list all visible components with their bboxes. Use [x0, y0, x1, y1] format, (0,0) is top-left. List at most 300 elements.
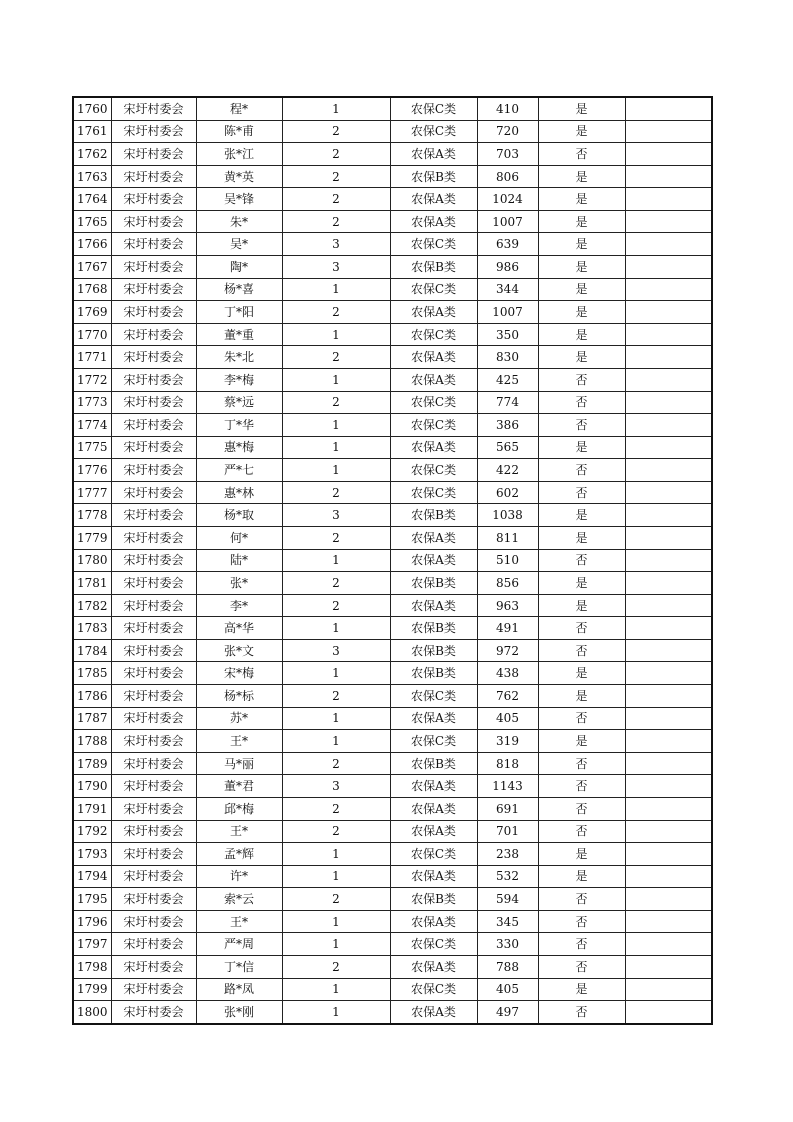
amount-cell: 1007	[477, 301, 538, 324]
status-cell: 否	[538, 775, 625, 798]
amount-cell: 350	[477, 323, 538, 346]
status-cell: 是	[538, 120, 625, 143]
row-number-cell: 1794	[73, 865, 111, 888]
name-cell: 路*凤	[196, 978, 282, 1001]
amount-cell: 774	[477, 391, 538, 414]
household-size-cell: 2	[282, 572, 390, 595]
insurance-type-cell: 农保C类	[390, 233, 477, 256]
amount-cell: 818	[477, 752, 538, 775]
amount-cell: 438	[477, 662, 538, 685]
status-cell: 是	[538, 323, 625, 346]
amount-cell: 594	[477, 888, 538, 911]
table-row	[73, 233, 712, 256]
remark-cell	[625, 707, 712, 730]
table-row	[73, 549, 712, 572]
insurance-type-cell: 农保A类	[390, 346, 477, 369]
insurance-type-cell: 农保C类	[390, 459, 477, 482]
status-cell: 是	[538, 662, 625, 685]
insurance-type-cell: 农保A类	[390, 775, 477, 798]
insurance-type-cell: 农保C类	[390, 933, 477, 956]
name-cell: 李*	[196, 594, 282, 617]
insurance-type-cell: 农保B类	[390, 662, 477, 685]
status-cell: 是	[538, 843, 625, 866]
status-cell: 是	[538, 685, 625, 708]
row-number-cell: 1790	[73, 775, 111, 798]
table-row	[73, 933, 712, 956]
household-size-cell: 2	[282, 391, 390, 414]
name-cell: 宋*梅	[196, 662, 282, 685]
village-cell: 宋圩村委会	[111, 459, 196, 482]
row-number-cell: 1767	[73, 256, 111, 279]
row-number-cell: 1787	[73, 707, 111, 730]
status-cell: 是	[538, 233, 625, 256]
row-number-cell: 1760	[73, 97, 111, 120]
household-size-cell: 1	[282, 707, 390, 730]
status-cell: 是	[538, 572, 625, 595]
remark-cell	[625, 572, 712, 595]
table-row	[73, 188, 712, 211]
status-cell: 否	[538, 707, 625, 730]
row-number-cell: 1768	[73, 278, 111, 301]
remark-cell	[625, 978, 712, 1001]
household-size-cell: 1	[282, 662, 390, 685]
status-cell: 是	[538, 188, 625, 211]
insurance-type-cell: 农保A类	[390, 188, 477, 211]
name-cell: 许*	[196, 865, 282, 888]
table-row	[73, 775, 712, 798]
name-cell: 丁*华	[196, 414, 282, 437]
table-row	[73, 865, 712, 888]
village-cell: 宋圩村委会	[111, 165, 196, 188]
household-size-cell: 1	[282, 933, 390, 956]
household-size-cell: 1	[282, 414, 390, 437]
household-size-cell: 2	[282, 752, 390, 775]
status-cell: 否	[538, 1001, 625, 1024]
table-row	[73, 662, 712, 685]
amount-cell: 806	[477, 165, 538, 188]
name-cell: 严*七	[196, 459, 282, 482]
row-number-cell: 1771	[73, 346, 111, 369]
name-cell: 丁*信	[196, 955, 282, 978]
household-size-cell: 2	[282, 820, 390, 843]
household-size-cell: 2	[282, 143, 390, 166]
amount-cell: 238	[477, 843, 538, 866]
table-row	[73, 685, 712, 708]
row-number-cell: 1777	[73, 481, 111, 504]
household-size-cell: 3	[282, 504, 390, 527]
status-cell: 否	[538, 955, 625, 978]
remark-cell	[625, 414, 712, 437]
remark-cell	[625, 233, 712, 256]
village-cell: 宋圩村委会	[111, 323, 196, 346]
insurance-type-cell: 农保A类	[390, 368, 477, 391]
insurance-type-cell: 农保C类	[390, 278, 477, 301]
table-row	[73, 639, 712, 662]
household-size-cell: 2	[282, 685, 390, 708]
village-cell: 宋圩村委会	[111, 594, 196, 617]
table-row	[73, 278, 712, 301]
status-cell: 是	[538, 504, 625, 527]
status-cell: 否	[538, 391, 625, 414]
status-cell: 否	[538, 639, 625, 662]
remark-cell	[625, 278, 712, 301]
household-size-cell: 2	[282, 481, 390, 504]
name-cell: 王*	[196, 910, 282, 933]
status-cell: 否	[538, 752, 625, 775]
remark-cell	[625, 730, 712, 753]
name-cell: 王*	[196, 820, 282, 843]
remark-cell	[625, 481, 712, 504]
remark-cell	[625, 843, 712, 866]
village-cell: 宋圩村委会	[111, 256, 196, 279]
village-cell: 宋圩村委会	[111, 865, 196, 888]
status-cell: 是	[538, 436, 625, 459]
table-row	[73, 843, 712, 866]
row-number-cell: 1789	[73, 752, 111, 775]
insurance-type-cell: 农保C类	[390, 391, 477, 414]
amount-cell: 405	[477, 978, 538, 1001]
remark-cell	[625, 165, 712, 188]
row-number-cell: 1765	[73, 210, 111, 233]
row-number-cell: 1764	[73, 188, 111, 211]
remark-cell	[625, 933, 712, 956]
insurance-type-cell: 农保A类	[390, 301, 477, 324]
table-row	[73, 572, 712, 595]
village-cell: 宋圩村委会	[111, 368, 196, 391]
remark-cell	[625, 504, 712, 527]
status-cell: 是	[538, 210, 625, 233]
insurance-type-cell: 农保C类	[390, 481, 477, 504]
table-row	[73, 97, 712, 120]
village-cell: 宋圩村委会	[111, 481, 196, 504]
village-cell: 宋圩村委会	[111, 278, 196, 301]
status-cell: 否	[538, 481, 625, 504]
table-row	[73, 391, 712, 414]
village-cell: 宋圩村委会	[111, 549, 196, 572]
amount-cell: 497	[477, 1001, 538, 1024]
name-cell: 吴*锋	[196, 188, 282, 211]
amount-cell: 1038	[477, 504, 538, 527]
table-row	[73, 165, 712, 188]
village-cell: 宋圩村委会	[111, 685, 196, 708]
village-cell: 宋圩村委会	[111, 978, 196, 1001]
village-cell: 宋圩村委会	[111, 391, 196, 414]
remark-cell	[625, 662, 712, 685]
row-number-cell: 1776	[73, 459, 111, 482]
village-cell: 宋圩村委会	[111, 639, 196, 662]
amount-cell: 532	[477, 865, 538, 888]
amount-cell: 856	[477, 572, 538, 595]
remark-cell	[625, 188, 712, 211]
status-cell: 是	[538, 301, 625, 324]
row-number-cell: 1798	[73, 955, 111, 978]
row-number-cell: 1800	[73, 1001, 111, 1024]
household-size-cell: 1	[282, 323, 390, 346]
household-size-cell: 1	[282, 843, 390, 866]
table-row	[73, 210, 712, 233]
name-cell: 惠*林	[196, 481, 282, 504]
table-row	[73, 256, 712, 279]
household-size-cell: 1	[282, 910, 390, 933]
insurance-type-cell: 农保A类	[390, 820, 477, 843]
table-row	[73, 459, 712, 482]
remark-cell	[625, 775, 712, 798]
name-cell: 张*江	[196, 143, 282, 166]
village-cell: 宋圩村委会	[111, 752, 196, 775]
insurance-type-cell: 农保B类	[390, 752, 477, 775]
remark-cell	[625, 955, 712, 978]
row-number-cell: 1785	[73, 662, 111, 685]
amount-cell: 972	[477, 639, 538, 662]
amount-cell: 720	[477, 120, 538, 143]
village-cell: 宋圩村委会	[111, 526, 196, 549]
household-size-cell: 2	[282, 301, 390, 324]
name-cell: 陆*	[196, 549, 282, 572]
remark-cell	[625, 594, 712, 617]
name-cell: 张*文	[196, 639, 282, 662]
insurance-type-cell: 农保C类	[390, 685, 477, 708]
remark-cell	[625, 888, 712, 911]
name-cell: 陈*甫	[196, 120, 282, 143]
table-row	[73, 594, 712, 617]
insurance-type-cell: 农保B类	[390, 165, 477, 188]
village-cell: 宋圩村委会	[111, 707, 196, 730]
village-cell: 宋圩村委会	[111, 888, 196, 911]
insurance-type-cell: 农保A类	[390, 436, 477, 459]
status-cell: 否	[538, 910, 625, 933]
village-cell: 宋圩村委会	[111, 97, 196, 120]
name-cell: 索*云	[196, 888, 282, 911]
household-size-cell: 1	[282, 865, 390, 888]
household-size-cell: 3	[282, 233, 390, 256]
insurance-type-cell: 农保B类	[390, 504, 477, 527]
status-cell: 是	[538, 346, 625, 369]
table-row	[73, 526, 712, 549]
amount-cell: 1007	[477, 210, 538, 233]
row-number-cell: 1780	[73, 549, 111, 572]
remark-cell	[625, 526, 712, 549]
insurance-type-cell: 农保C类	[390, 978, 477, 1001]
amount-cell: 410	[477, 97, 538, 120]
name-cell: 杨*标	[196, 685, 282, 708]
row-number-cell: 1774	[73, 414, 111, 437]
row-number-cell: 1799	[73, 978, 111, 1001]
name-cell: 严*周	[196, 933, 282, 956]
village-cell: 宋圩村委会	[111, 797, 196, 820]
row-number-cell: 1793	[73, 843, 111, 866]
name-cell: 吴*	[196, 233, 282, 256]
amount-cell: 345	[477, 910, 538, 933]
row-number-cell: 1766	[73, 233, 111, 256]
insurance-type-cell: 农保A类	[390, 549, 477, 572]
insurance-type-cell: 农保A类	[390, 797, 477, 820]
village-cell: 宋圩村委会	[111, 730, 196, 753]
remark-cell	[625, 323, 712, 346]
amount-cell: 1143	[477, 775, 538, 798]
village-cell: 宋圩村委会	[111, 301, 196, 324]
amount-cell: 602	[477, 481, 538, 504]
status-cell: 否	[538, 368, 625, 391]
status-cell: 否	[538, 549, 625, 572]
amount-cell: 405	[477, 707, 538, 730]
remark-cell	[625, 210, 712, 233]
insurance-type-cell: 农保C类	[390, 730, 477, 753]
insurance-type-cell: 农保C类	[390, 120, 477, 143]
insurance-type-cell: 农保C类	[390, 414, 477, 437]
insurance-type-cell: 农保B类	[390, 572, 477, 595]
insurance-type-cell: 农保C类	[390, 97, 477, 120]
table-row	[73, 301, 712, 324]
status-cell: 是	[538, 278, 625, 301]
name-cell: 程*	[196, 97, 282, 120]
amount-cell: 830	[477, 346, 538, 369]
household-size-cell: 1	[282, 278, 390, 301]
name-cell: 杨*取	[196, 504, 282, 527]
name-cell: 蔡*远	[196, 391, 282, 414]
table-row	[73, 481, 712, 504]
amount-cell: 425	[477, 368, 538, 391]
insurance-type-cell: 农保A类	[390, 955, 477, 978]
amount-cell: 510	[477, 549, 538, 572]
row-number-cell: 1763	[73, 165, 111, 188]
status-cell: 是	[538, 526, 625, 549]
row-number-cell: 1770	[73, 323, 111, 346]
household-size-cell: 2	[282, 188, 390, 211]
village-cell: 宋圩村委会	[111, 572, 196, 595]
village-cell: 宋圩村委会	[111, 775, 196, 798]
insurance-type-cell: 农保A类	[390, 707, 477, 730]
insurance-type-cell: 农保B类	[390, 256, 477, 279]
insurance-type-cell: 农保A类	[390, 865, 477, 888]
remark-cell	[625, 910, 712, 933]
table-row	[73, 820, 712, 843]
amount-cell: 963	[477, 594, 538, 617]
village-cell: 宋圩村委会	[111, 1001, 196, 1024]
row-number-cell: 1773	[73, 391, 111, 414]
name-cell: 朱*北	[196, 346, 282, 369]
remark-cell	[625, 685, 712, 708]
name-cell: 张*	[196, 572, 282, 595]
household-size-cell: 3	[282, 639, 390, 662]
amount-cell: 811	[477, 526, 538, 549]
remark-cell	[625, 459, 712, 482]
status-cell: 是	[538, 165, 625, 188]
household-size-cell: 1	[282, 730, 390, 753]
row-number-cell: 1772	[73, 368, 111, 391]
row-number-cell: 1761	[73, 120, 111, 143]
insurance-type-cell: 农保A类	[390, 526, 477, 549]
remark-cell	[625, 436, 712, 459]
status-cell: 是	[538, 256, 625, 279]
remark-cell	[625, 368, 712, 391]
name-cell: 董*重	[196, 323, 282, 346]
table-row	[73, 978, 712, 1001]
remark-cell	[625, 617, 712, 640]
household-size-cell: 1	[282, 978, 390, 1001]
household-size-cell: 2	[282, 888, 390, 911]
remark-cell	[625, 639, 712, 662]
insurance-type-cell: 农保A类	[390, 1001, 477, 1024]
status-cell: 否	[538, 143, 625, 166]
insurance-type-cell: 农保A类	[390, 210, 477, 233]
row-number-cell: 1784	[73, 639, 111, 662]
amount-cell: 701	[477, 820, 538, 843]
village-cell: 宋圩村委会	[111, 617, 196, 640]
row-number-cell: 1795	[73, 888, 111, 911]
name-cell: 马*丽	[196, 752, 282, 775]
table-row	[73, 414, 712, 437]
amount-cell: 691	[477, 797, 538, 820]
village-cell: 宋圩村委会	[111, 820, 196, 843]
table-row	[73, 120, 712, 143]
row-number-cell: 1797	[73, 933, 111, 956]
insurance-type-cell: 农保A类	[390, 143, 477, 166]
status-cell: 否	[538, 933, 625, 956]
table-row	[73, 707, 712, 730]
row-number-cell: 1778	[73, 504, 111, 527]
village-cell: 宋圩村委会	[111, 933, 196, 956]
amount-cell: 386	[477, 414, 538, 437]
table-row	[73, 617, 712, 640]
remark-cell	[625, 143, 712, 166]
name-cell: 高*华	[196, 617, 282, 640]
status-cell: 是	[538, 97, 625, 120]
name-cell: 董*君	[196, 775, 282, 798]
row-number-cell: 1762	[73, 143, 111, 166]
table-row	[73, 368, 712, 391]
name-cell: 邱*梅	[196, 797, 282, 820]
household-size-cell: 2	[282, 594, 390, 617]
status-cell: 否	[538, 617, 625, 640]
name-cell: 何*	[196, 526, 282, 549]
village-cell: 宋圩村委会	[111, 143, 196, 166]
amount-cell: 344	[477, 278, 538, 301]
name-cell: 李*梅	[196, 368, 282, 391]
amount-cell: 1024	[477, 188, 538, 211]
amount-cell: 491	[477, 617, 538, 640]
household-size-cell: 2	[282, 120, 390, 143]
household-size-cell: 3	[282, 256, 390, 279]
table-row	[73, 797, 712, 820]
remark-cell	[625, 256, 712, 279]
household-size-cell: 1	[282, 368, 390, 391]
village-cell: 宋圩村委会	[111, 210, 196, 233]
amount-cell: 422	[477, 459, 538, 482]
status-cell: 否	[538, 459, 625, 482]
status-cell: 否	[538, 414, 625, 437]
amount-cell: 639	[477, 233, 538, 256]
village-cell: 宋圩村委会	[111, 910, 196, 933]
village-cell: 宋圩村委会	[111, 414, 196, 437]
row-number-cell: 1781	[73, 572, 111, 595]
status-cell: 是	[538, 865, 625, 888]
row-number-cell: 1779	[73, 526, 111, 549]
table-row	[73, 436, 712, 459]
household-size-cell: 2	[282, 210, 390, 233]
village-cell: 宋圩村委会	[111, 120, 196, 143]
name-cell: 黄*英	[196, 165, 282, 188]
name-cell: 王*	[196, 730, 282, 753]
table-body	[73, 97, 712, 1024]
amount-cell: 788	[477, 955, 538, 978]
row-number-cell: 1769	[73, 301, 111, 324]
table-row	[73, 323, 712, 346]
village-cell: 宋圩村委会	[111, 843, 196, 866]
insurance-type-cell: 农保A类	[390, 594, 477, 617]
row-number-cell: 1792	[73, 820, 111, 843]
table-row	[73, 910, 712, 933]
household-size-cell: 2	[282, 797, 390, 820]
